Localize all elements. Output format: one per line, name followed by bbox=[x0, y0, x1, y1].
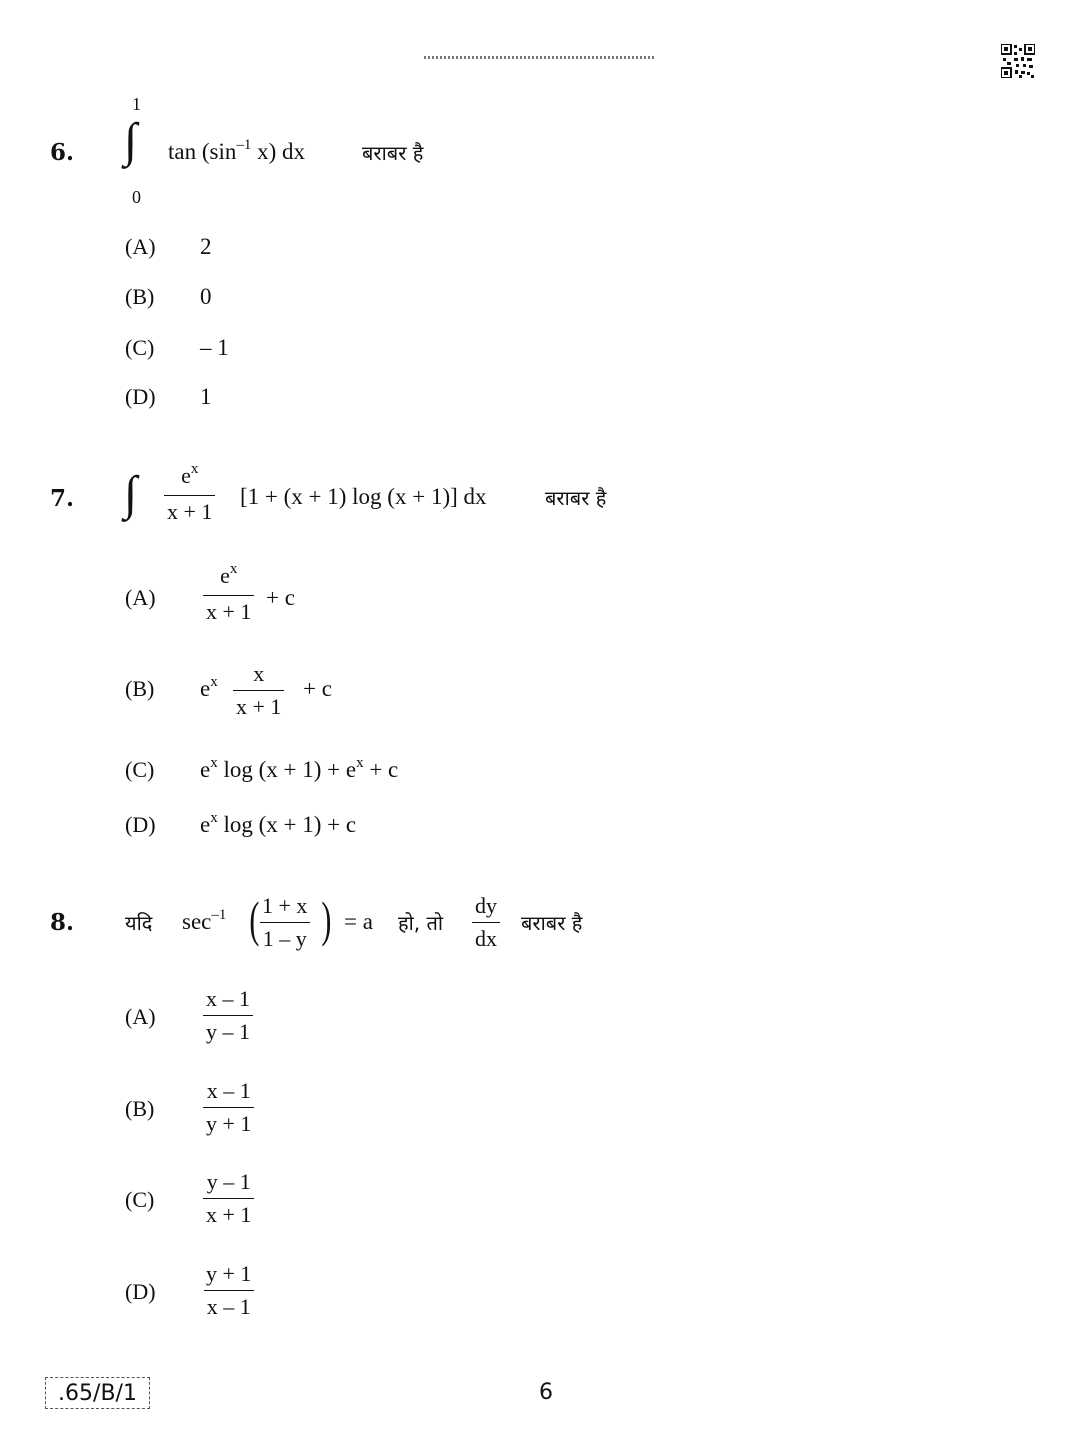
derivative-fraction: $\frac{dy}{dx}$ bbox=[472, 892, 500, 953]
option-label: (A) bbox=[125, 234, 156, 259]
fraction: $\frac{y - 1}{x + 1}$ bbox=[203, 1168, 254, 1229]
option-label: (B) bbox=[125, 676, 155, 701]
lower-limit: 0 bbox=[132, 187, 141, 207]
option-value: $e^x$ $\log (x + 1) + e^x + c$ bbox=[200, 755, 399, 782]
option-value: 2 bbox=[200, 234, 212, 259]
option-label: (C) bbox=[125, 757, 155, 782]
question-number: 6. bbox=[50, 139, 75, 166]
option-label: (D) bbox=[125, 812, 156, 837]
page-number: 6 bbox=[539, 1380, 553, 1405]
option-value: – 1 bbox=[200, 335, 229, 360]
fraction: $\frac{e^x}{x + 1}$ bbox=[164, 462, 215, 526]
option-tail: + c bbox=[266, 585, 295, 610]
option-label: (D) bbox=[125, 1279, 156, 1304]
fraction: $\frac{x - 1}{y - 1}$ bbox=[203, 985, 253, 1046]
fraction: $\frac{1 + x}{1 - y}$ bbox=[259, 892, 310, 953]
option-label: (A) bbox=[125, 585, 156, 610]
left-paren: ( bbox=[249, 891, 260, 947]
option-value: 0 bbox=[200, 284, 212, 309]
fraction: $\frac{x - 1}{y + 1}$ bbox=[203, 1077, 254, 1138]
option-value: 1 bbox=[200, 384, 212, 409]
option-label: (D) bbox=[125, 384, 156, 409]
option-label: (B) bbox=[125, 1096, 155, 1121]
fraction: $\frac{x}{x + 1}$ bbox=[233, 660, 284, 721]
fraction: $\frac{y + 1}{x - 1}$ bbox=[203, 1260, 254, 1321]
equals-a: = a bbox=[344, 909, 373, 934]
integrand: $\tan (\sin^{-1}$ x) dx bbox=[168, 137, 306, 164]
header-microtext bbox=[424, 56, 656, 59]
fraction: $\frac{e^x}{x + 1}$ bbox=[203, 562, 254, 626]
option-prefix: $e^x$ bbox=[200, 674, 218, 701]
question-number: 8. bbox=[50, 909, 75, 936]
upper-limit: 1 bbox=[132, 94, 141, 114]
hindi-if-text: यदि bbox=[125, 911, 153, 935]
option-label: (A) bbox=[125, 1004, 156, 1029]
paper-code: .65/B/1 bbox=[45, 1377, 150, 1409]
question-number: 7. bbox=[50, 485, 75, 512]
option-label: (C) bbox=[125, 1187, 155, 1212]
integrand-rest: [1 + (x + 1) log (x + 1)] dx bbox=[240, 484, 487, 509]
integral-sign: ∫ bbox=[124, 467, 138, 520]
right-paren: ) bbox=[321, 891, 332, 947]
option-label: (C) bbox=[125, 335, 155, 360]
qr-code-icon bbox=[1001, 44, 1035, 78]
option-value: $e^x$ log (x + 1) + c bbox=[200, 810, 357, 837]
option-tail: + c bbox=[303, 676, 332, 701]
hindi-equals-text: बराबर है bbox=[362, 141, 424, 165]
hindi-equals-text: बराबर है bbox=[545, 486, 607, 510]
option-label: (B) bbox=[125, 284, 155, 309]
hindi-equals-text: बराबर है bbox=[521, 911, 583, 935]
integral-sign: ∫ bbox=[124, 114, 138, 167]
sec-inverse: $\sec^{-1}$ bbox=[182, 907, 227, 934]
hindi-then-text: हो, तो bbox=[398, 911, 444, 935]
